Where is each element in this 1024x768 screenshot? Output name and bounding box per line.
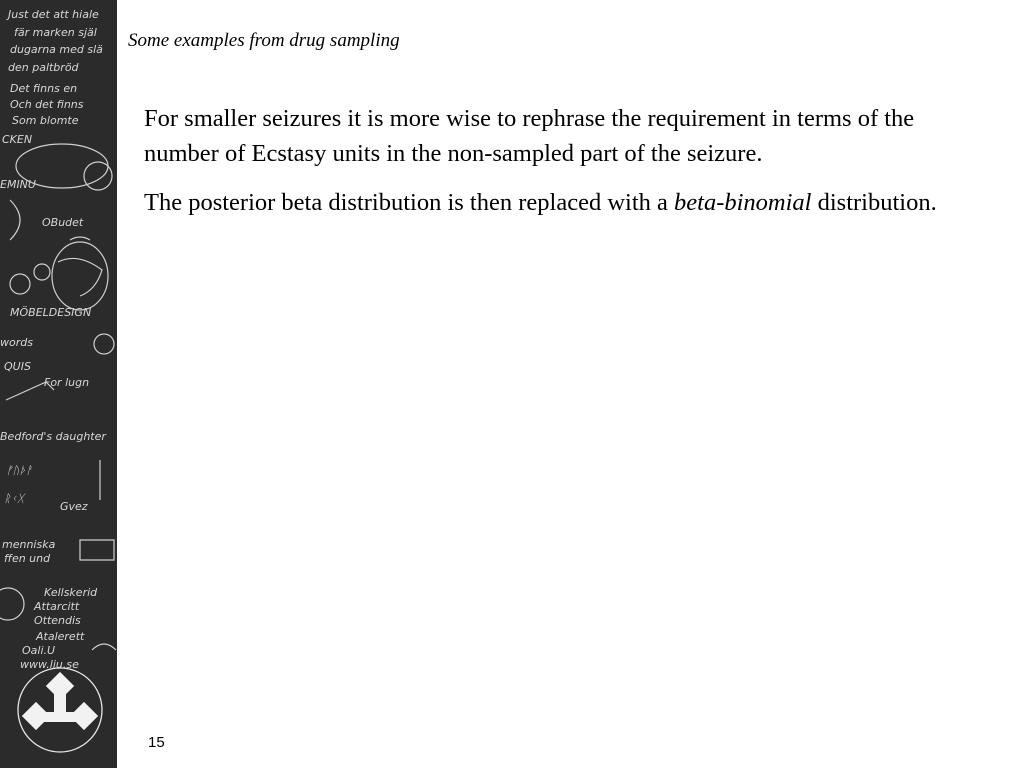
- paragraph-2-text-end: distribution.: [811, 189, 937, 216]
- svg-text:EMINU: EMINU: [0, 178, 36, 191]
- body-paragraph-1: For smaller seizures it is more wise to rephrase the requirement in terms of the number of Ecstasy units in the non-sampled part of the seizure.: [144, 105, 915, 167]
- svg-text:Som blomte: Som blomte: [12, 114, 79, 127]
- svg-text:Ottendis: Ottendis: [34, 614, 81, 627]
- svg-text:OBudet: OBudet: [42, 216, 84, 229]
- university-logo: [18, 668, 102, 752]
- page-number: 15: [148, 734, 165, 751]
- svg-text:Attarcitt: Attarcitt: [34, 600, 80, 613]
- svg-text:den paltbröd: den paltbröd: [8, 61, 79, 74]
- svg-text:words: words: [0, 336, 33, 349]
- svg-text:Just det att hiale: Just det att hiale: [8, 8, 99, 21]
- svg-text:menniska: menniska: [2, 538, 56, 551]
- svg-text:Gvez: Gvez: [60, 500, 88, 513]
- svg-text:QUIS: QUIS: [4, 360, 31, 373]
- chalk-scribbles-graphic: [0, 0, 117, 768]
- slide-body: [144, 101, 984, 234]
- beta-binomial-term: beta-binomial: [674, 189, 812, 216]
- svg-text:www.liu.se: www.liu.se: [20, 658, 79, 671]
- svg-text:Oali.U: Oali.U: [22, 644, 56, 657]
- decorative-chalkboard-sidebar: [0, 0, 117, 768]
- svg-text:MÖBELDESIGN: MÖBELDESIGN: [10, 306, 92, 319]
- svg-text:Bedford's daughter: Bedford's daughter: [0, 430, 106, 443]
- paragraph-2-text-start: The posterior beta distribution is then replaced with a: [144, 189, 675, 216]
- svg-text:ᚱᚲᚷ: ᚱᚲᚷ: [4, 492, 24, 505]
- svg-text:ffen und: ffen und: [4, 552, 51, 565]
- body-paragraph-2: [144, 185, 984, 220]
- svg-text:ᚠᚢᚦᚨ: ᚠᚢᚦᚨ: [6, 464, 33, 477]
- svg-text:For lugn: For lugn: [44, 376, 90, 389]
- svg-text:dugarna med slä: dugarna med slä: [10, 43, 103, 56]
- slide-title: Some examples from drug sampling: [128, 30, 400, 51]
- svg-text:Det finns en: Det finns en: [10, 82, 78, 95]
- svg-text:Och det finns: Och det finns: [10, 98, 84, 111]
- svg-text:Kellskerid: Kellskerid: [44, 586, 98, 599]
- svg-text:fär marken själ: fär marken själ: [14, 26, 97, 39]
- svg-text:Atalerett: Atalerett: [36, 630, 85, 643]
- svg-text:CKEN: CKEN: [2, 133, 33, 146]
